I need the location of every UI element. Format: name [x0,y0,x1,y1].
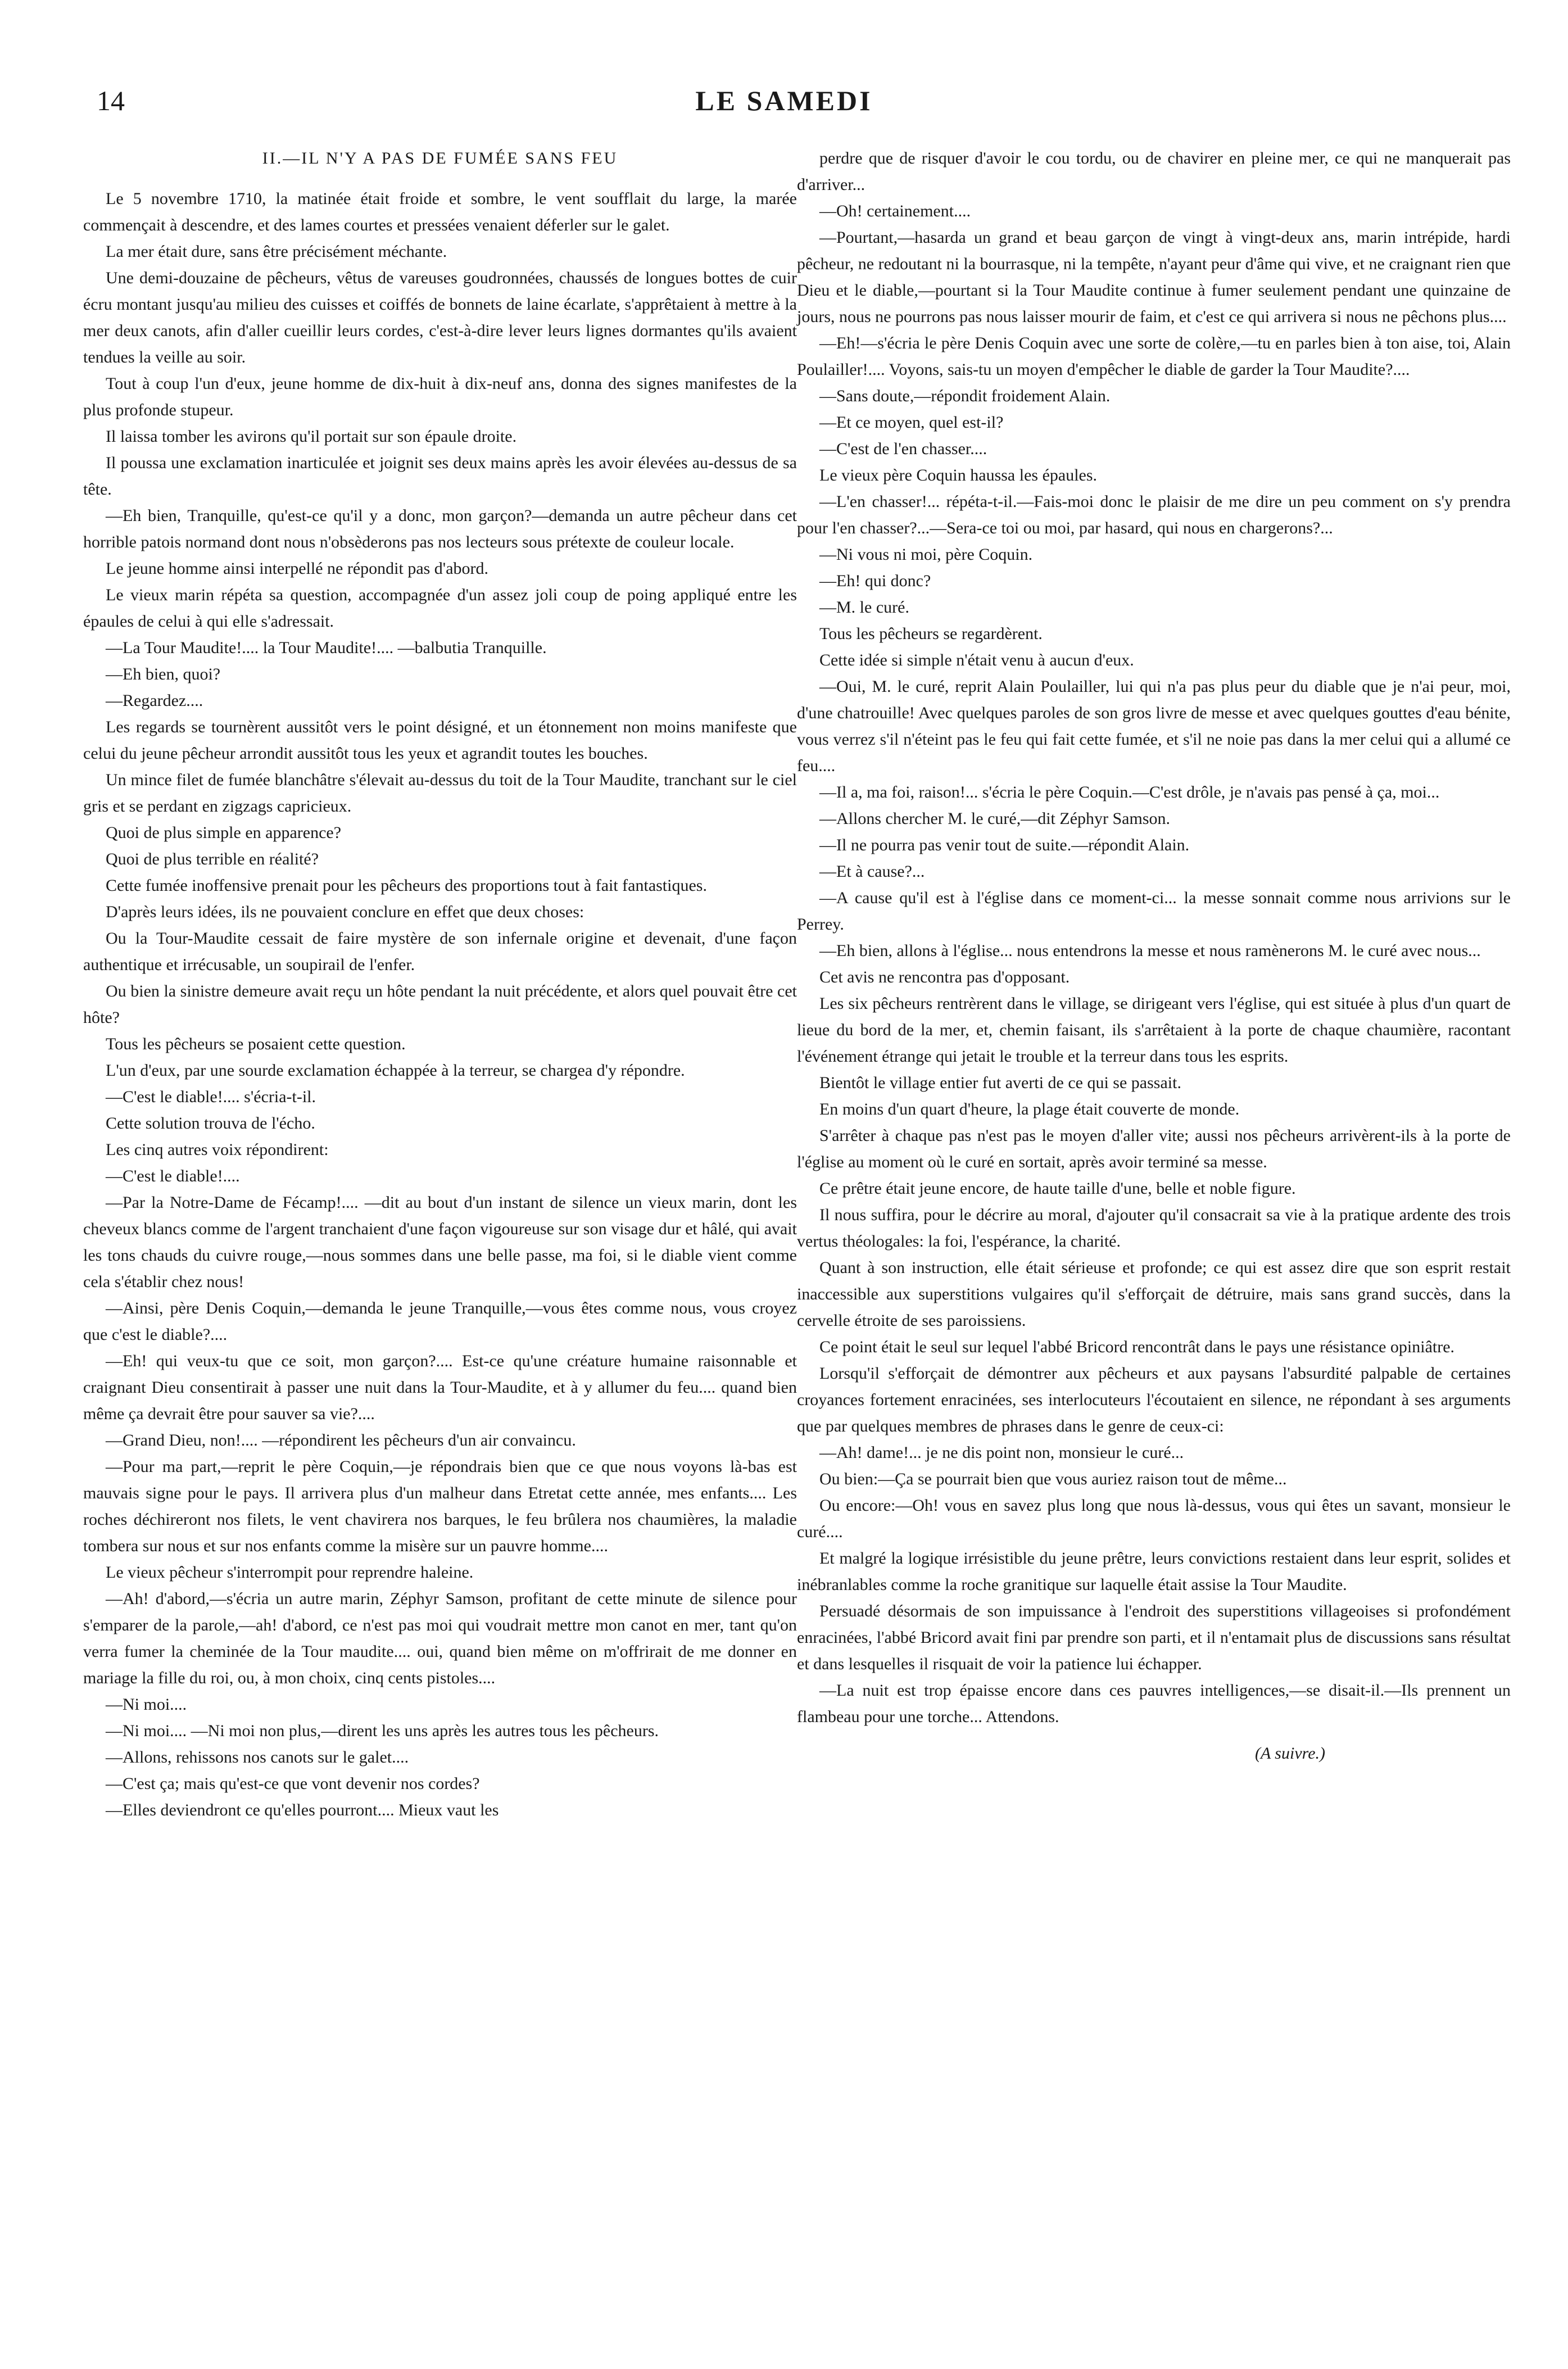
paragraph: Il poussa une exclamation inarticulée et joignit ses deux mains après les avoir élevées au-dessus de sa tête. [83,454,797,499]
paragraph: Cette fumée inoffensive prenait pour les pêcheurs des proportions tout à fait fantastiques. [106,876,707,895]
paragraph: Tout à coup l'un d'eux, jeune homme de dix-huit à dix-neuf ans, donna des signes manifestes de la plus profonde stupeur. [83,374,797,419]
paragraph: Ou encore:—Oh! vous en savez plus long que nous là-dessus, vous qui êtes un savant, monsieur le curé.... [797,1496,1511,1541]
running-head-title: LE SAMEDI [695,85,873,116]
paragraph: —Et à cause?... [819,862,925,881]
paragraph: perdre que de risquer d'avoir le cou tordu, ou de chavirer en pleine mer, ce qui ne manquerait pas d'arriver... [797,149,1511,194]
paragraph: —Ni moi.... [106,1695,187,1714]
paragraph: —C'est de l'en chasser.... [819,440,987,458]
paragraph: Une demi-douzaine de pêcheurs, vêtus de vareuses goudronnées, chaussés de longues bottes de cuir écru montant jusqu'au milieu des cuisses et coiffés de bonnets de laine écarlate, s'apprêtaient à mettre à la mer deux canots, afin d'aller cueillir leurs cordes, c'est-à-dire lever leurs lignes dormantes qu'ils avaient tendues la veille au soir. [83,269,797,366]
paragraph: —La nuit est trop épaisse encore dans ces pauvres intelligences,—se disait-il.—Ils prennent un flambeau pour une torche... Attendons. [797,1681,1511,1726]
paragraph: En moins d'un quart d'heure, la plage était couverte de monde. [819,1100,1240,1118]
paragraph: Ce point était le seul sur lequel l'abbé Bricord rencontrât dans le pays une résistance opiniâtre. [819,1338,1455,1356]
paragraph: Il nous suffira, pour le décrire au moral, d'ajouter qu'il consacrait sa vie à la pratique ardente des trois vertus théologales: la foi, l'espérance, la charité. [797,1206,1511,1251]
paragraph: —Sans doute,—répondit froidement Alain. [819,387,1111,405]
paragraph: —Allons, rehissons nos canots sur le galet.... [106,1748,409,1766]
paragraph: —Pour ma part,—reprit le père Coquin,—je répondrais bien que ce que nous voyons là-bas est mauvais signe pour le pays. Il arrivera plus d'un malheur dans Etretat cette année, mes enfants.... Les roches déchireront nos filets, le vent chavirera nos barques, le feu brûlera nos chaumières, la maladie tombera sur nous et sur nos enfants comme la misère sur un pauvre homme.... [83,1457,797,1555]
paragraph: Les six pêcheurs rentrèrent dans le village, se dirigeant vers l'église, qui est située à plus d'un quart de lieue du bord de la mer, et, chemin faisant, ils s'arrêtaient à la porte de chaque chaumière, racontant l'événement étrange qui jetait le trouble et la terreur dans tous les esprits. [797,994,1511,1066]
paragraph: —Oh! certainement.... [819,202,971,220]
paragraph: Tous les pêcheurs se regardèrent. [819,624,1043,643]
paragraph: Les regards se tournèrent aussitôt vers le point désigné, et un étonnement non moins manifeste que celui du jeune pêcheur arrondit aussitôt tous les yeux et agrandit toutes les bouches. [83,718,797,763]
paragraph: La mer était dure, sans être précisément méchante. [106,242,447,261]
paragraph: —Eh bien, Tranquille, qu'est-ce qu'il y a donc, mon garçon?—demanda un autre pêcheur dans cet horrible patois normand dont nous n'obsèderons pas nos lecteurs sous prétexte de couleur locale. [83,506,797,551]
paragraph: —C'est le diable!.... s'écria-t-il. [106,1088,316,1106]
paragraph: Cette idée si simple n'était venu à aucun d'eux. [819,651,1134,669]
paragraph: Le vieux pêcheur s'interrompit pour reprendre haleine. [106,1563,474,1582]
paragraph: Le 5 novembre 1710, la matinée était froide et sombre, le vent soufflait du large, la marée commençait à descendre, et des lames courtes et pressées venaient déferler sur le galet. [83,189,797,234]
paragraph: Quoi de plus terrible en réalité? [106,850,319,868]
section-heading: II.—IL N'Y A PAS DE FUMÉE SANS FEU [262,149,618,167]
paragraph: —M. le curé. [819,598,909,617]
paragraph: —Ni moi.... —Ni moi non plus,—dirent les uns après les autres tous les pêcheurs. [106,1722,659,1740]
paragraph: D'après leurs idées, ils ne pouvaient conclure en effet que deux choses: [106,903,584,921]
paragraph: Les cinq autres voix répondirent: [106,1140,329,1159]
paragraph: Ou bien:—Ça se pourrait bien que vous auriez raison tout de même... [819,1470,1287,1488]
paragraph: Quoi de plus simple en apparence? [106,823,342,842]
paragraph: Persuadé désormais de son impuissance à l'endroit des superstitions villageoises si profondément enracinées, l'abbé Bricord avait fini par prendre son parti, et il n'entamait plus de discussions sans résultat et dans lesquelles il risquait de voir la patience lui échapper. [797,1602,1511,1673]
paragraph: Bientôt le village entier fut averti de ce qui se passait. [819,1073,1181,1092]
paragraph: —C'est le diable!.... [106,1167,240,1185]
paragraph: —Ah! dame!... je ne dis point non, monsieur le curé... [819,1443,1184,1462]
paragraph: —C'est ça; mais qu'est-ce que vont devenir nos cordes? [106,1774,480,1793]
page-number: 14 [97,85,125,116]
paragraph: Tous les pêcheurs se posaient cette question. [106,1035,406,1053]
paragraph: Ou la Tour-Maudite cessait de faire mystère de son infernale origine et devenait, d'une façon authentique et irrécusable, un soupirail de l'enfer. [83,929,797,974]
paragraph: —Eh!—s'écria le père Denis Coquin avec une sorte de colère,—tu en parles bien à ton aise, toi, Alain Poulailler!.... Voyons, sais-tu un moyen d'empêcher le diable de garder la Tour Maudite?.... [797,334,1511,379]
paragraph: Le jeune homme ainsi interpellé ne répondit pas d'abord. [106,559,489,578]
right-column [797,145,1511,1766]
paragraph: Cet avis ne rencontra pas d'opposant. [819,968,1070,986]
paragraph: Cette solution trouva de l'écho. [106,1114,315,1133]
paragraph: —Grand Dieu, non!.... —répondirent les pêcheurs d'un air convaincu. [106,1431,576,1450]
paragraph: —Regardez.... [106,691,203,710]
paragraph: —A cause qu'il est à l'église dans ce moment-ci... la messe sonnait comme nous arrivions sur le Perrey. [797,889,1511,934]
paragraph: —Il a, ma foi, raison!... s'écria le père Coquin.—C'est drôle, je n'avais pas pensé à ça, moi... [819,783,1440,801]
paragraph: —Pourtant,—hasarda un grand et beau garçon de vingt à vingt-deux ans, marin intrépide, hardi pêcheur, ne redoutant ni la bourrasque, ni la tempête, n'ayant peur d'âme qui vive, et ne craignant rien que Dieu et le diable,—pourtant si la Tour Maudite continue à fumer seulement pendant une quinzaine de jours, nous ne pourrons pas nous laisser mourir de faim, et c'est ce qui arrivera si nous ne pêchons plus.... [797,228,1511,326]
paragraph: —Et ce moyen, quel est-il? [819,413,1004,432]
paragraph: Il laissa tomber les avirons qu'il portait sur son épaule droite. [106,427,517,446]
paragraph: Le vieux père Coquin haussa les épaules. [819,466,1098,484]
paragraph: —Elles deviendront ce qu'elles pourront.... Mieux vaut les [106,1801,499,1819]
paragraph: —Eh! qui veux-tu que ce soit, mon garçon?.... Est-ce qu'une créature humaine raisonnable et craignant Dieu consentirait à passer une nuit dans la Tour-Maudite, et à y allumer du feu.... quand bien même ça devrait être pour sauver sa vie?.... [83,1352,797,1423]
paragraph: —Oui, M. le curé, reprit Alain Poulailler, lui qui n'a pas plus peur du diable que je n'ai peur, moi, d'une chatrouille! Avec quelques paroles de son gros livre de messe et avec quelques gouttes d'eau bénite, vous verrez s'il n'éteint pas le feu qui fait cette fumée, et s'il ne noie pas dans la mer celui qui a allumé ce feu.... [797,677,1511,775]
paragraph: —Eh bien, allons à l'église... nous entendrons la messe et nous ramènerons M. le curé avec nous... [819,941,1481,960]
paragraph: —Ni vous ni moi, père Coquin. [819,545,1033,564]
paragraph: Et malgré la logique irrésistible du jeune prêtre, leurs convictions restaient dans leur esprit, solides et inébranlables comme la roche granitique sur laquelle était assise la Tour Maudite. [797,1549,1511,1594]
paragraph: —Ainsi, père Denis Coquin,—demanda le jeune Tranquille,—vous êtes comme nous, vous croyez que c'est le diable?.... [83,1299,797,1344]
to-be-continued-note: (A suivre.) [1255,1744,1325,1763]
paragraph: —Ah! d'abord,—s'écria un autre marin, Zéphyr Samson, profitant de cette minute de silence pour s'emparer de la parole,—ah! d'abord, ce n'est pas moi qui voudrait mettre mon canot en mer, tant qu'on verra fumer la cheminée de la Tour maudite.... oui, quand bien même on m'offrirait de me donner en mariage la fille du roi, ou, à mon choix, cinq cents pistoles.... [83,1589,797,1687]
paragraph: —Il ne pourra pas venir tout de suite.—répondit Alain. [819,836,1190,854]
paragraph: —L'en chasser!... répéta-t-il.—Fais-moi donc le plaisir de me dire un peu comment on s'y prendra pour l'en chasser?...—Sera-ce toi ou moi, par hasard, qui nous en chargerons?... [797,492,1511,537]
paragraph: Un mince filet de fumée blanchâtre s'élevait au-dessus du toit de la Tour Maudite, tranchant sur le ciel gris et se perdant en zigzags capricieux. [83,771,797,816]
paragraph: S'arrêter à chaque pas n'est pas le moyen d'aller vite; aussi nos pêcheurs arrivèrent-ils à la porte de l'église au moment où le curé en sortait, après avoir terminé sa messe. [797,1126,1511,1171]
paragraph: L'un d'eux, par une sourde exclamation échappée à la terreur, se chargea d'y répondre. [106,1061,685,1080]
paragraph: —La Tour Maudite!.... la Tour Maudite!.... —balbutia Tranquille. [106,638,547,657]
paragraph: Ce prêtre était jeune encore, de haute taille d'une, belle et noble figure. [819,1179,1296,1198]
paragraph: Lorsqu'il s'efforçait de démontrer aux pêcheurs et aux paysans l'absurdité palpable de certaines croyances fortement enracinées, ses interlocuteurs l'écoutaient en silence, ne répondant à ses arguments que par quelques membres de phrases dans le genre de ceux-ci: [797,1364,1511,1435]
paragraph: —Eh bien, quoi? [106,665,221,683]
paragraph: —Eh! qui donc? [819,572,931,590]
paragraph: Quant à son instruction, elle était sérieuse et profonde; ce qui est assez dire que son esprit restait inaccessible aux superstitions vulgaires qu'il s'efforçait de détruire, mais sans grand succès, dans la cervelle étroite de ses paroissiens. [797,1258,1511,1330]
paragraph: —Par la Notre-Dame de Fécamp!.... —dit au bout d'un instant de silence un vieux marin, dont les cheveux blancs comme de l'argent tranchaient d'une façon vigoureuse sur son visage dur et hâlé, qui avait les tons chauds du cuivre rouge,—nous sommes dans une belle passe, ma foi, si le diable vient comme cela s'établir chez nous! [83,1193,797,1291]
paragraph: Ou bien la sinistre demeure avait reçu un hôte pendant la nuit précédente, et alors quel pouvait être cet hôte? [83,982,797,1027]
left-column [83,145,797,1823]
paragraph: Le vieux marin répéta sa question, accompagnée d'un assez joli coup de poing appliqué entre les épaules de celui à qui elle s'adressait. [83,586,797,631]
paragraph: —Allons chercher M. le curé,—dit Zéphyr Samson. [819,809,1171,828]
